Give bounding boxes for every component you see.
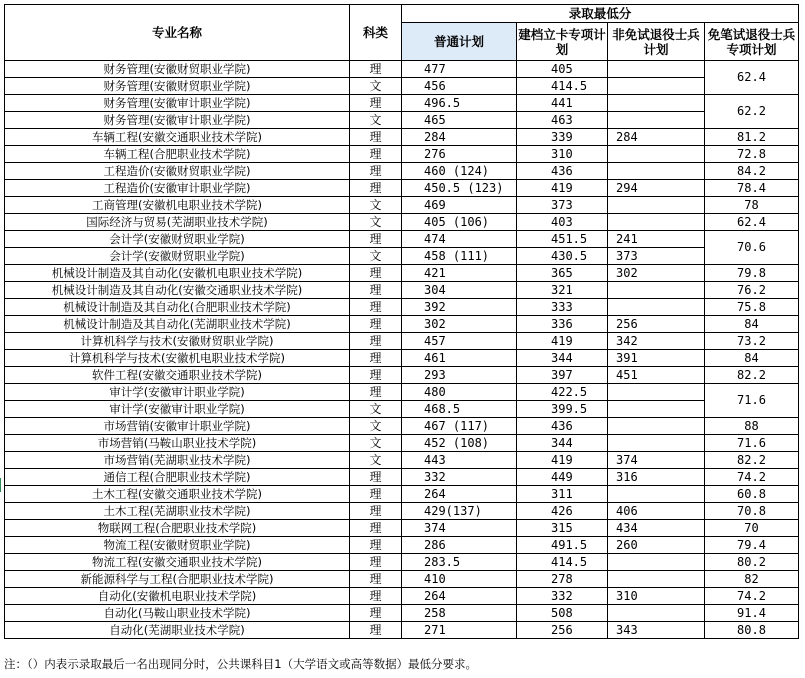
category-cell: 文	[350, 435, 402, 452]
non-exempt-veteran-score-cell: 310	[608, 588, 705, 605]
non-exempt-veteran-score-cell	[608, 61, 705, 78]
exempt-veteran-score-cell: 79.8	[705, 265, 799, 282]
major-name-cell: 车辆工程(合肥职业技术学院)	[5, 146, 350, 163]
category-cell: 理	[350, 129, 402, 146]
major-name-cell: 工程造价(安徽审计职业学院)	[5, 180, 350, 197]
major-name-cell: 工程造价(安徽财贸职业学院)	[5, 163, 350, 180]
regular-score-cell: 452 (108)	[402, 435, 517, 452]
category-cell: 理	[350, 384, 402, 401]
exempt-veteran-score-cell: 78	[705, 197, 799, 214]
regular-score-cell: 283.5	[402, 554, 517, 571]
non-exempt-veteran-score-cell: 294	[608, 180, 705, 197]
regular-score-cell: 496.5	[402, 95, 517, 112]
regular-score-cell: 450.5 (123)	[402, 180, 517, 197]
major-name-cell: 车辆工程(安徽交通职业技术学院)	[5, 129, 350, 146]
category-cell: 理	[350, 316, 402, 333]
table-row	[5, 95, 799, 112]
exempt-veteran-score-cell: 84	[705, 316, 799, 333]
category-cell: 理	[350, 265, 402, 282]
table-row	[5, 299, 799, 316]
regular-score-cell: 271	[402, 622, 517, 639]
poverty-score-cell: 419	[517, 333, 608, 350]
category-cell: 理	[350, 95, 402, 112]
category-cell: 理	[350, 367, 402, 384]
header-exempt-veteran-plan: 免笔试退役士兵专项计划	[705, 23, 799, 61]
major-name-cell: 物联网工程(合肥职业技术学院)	[5, 520, 350, 537]
regular-score-cell: 374	[402, 520, 517, 537]
poverty-score-cell: 311	[517, 486, 608, 503]
exempt-veteran-score-cell: 84.2	[705, 163, 799, 180]
poverty-score-cell: 508	[517, 605, 608, 622]
major-name-cell: 审计学(安徽审计职业学院)	[5, 401, 350, 418]
non-exempt-veteran-score-cell: 391	[608, 350, 705, 367]
table-row	[5, 350, 799, 367]
category-cell: 理	[350, 588, 402, 605]
exempt-veteran-score-cell: 91.4	[705, 605, 799, 622]
major-name-cell: 财务管理(安徽审计职业学院)	[5, 112, 350, 129]
non-exempt-veteran-score-cell: 256	[608, 316, 705, 333]
category-cell: 文	[350, 112, 402, 129]
category-cell: 理	[350, 622, 402, 639]
regular-score-cell: 456	[402, 78, 517, 95]
exempt-veteran-score-cell: 76.2	[705, 282, 799, 299]
category-cell: 理	[350, 537, 402, 554]
category-cell: 理	[350, 146, 402, 163]
table-row	[5, 78, 799, 95]
table-row	[5, 163, 799, 180]
regular-score-cell: 258	[402, 605, 517, 622]
table-row	[5, 622, 799, 639]
regular-score-cell: 421	[402, 265, 517, 282]
category-cell: 理	[350, 469, 402, 486]
exempt-veteran-score-cell: 70	[705, 520, 799, 537]
major-name-cell: 机械设计制造及其自动化(安徽交通职业技术学院)	[5, 282, 350, 299]
exempt-veteran-score-cell: 71.6	[705, 435, 799, 452]
poverty-score-cell: 419	[517, 180, 608, 197]
exempt-veteran-score-cell: 74.2	[705, 588, 799, 605]
regular-score-cell: 443	[402, 452, 517, 469]
major-name-cell: 物流工程(安徽财贸职业学院)	[5, 537, 350, 554]
table-row	[5, 537, 799, 554]
non-exempt-veteran-score-cell	[608, 282, 705, 299]
non-exempt-veteran-score-cell: 284	[608, 129, 705, 146]
score-table-sheet	[4, 4, 798, 639]
poverty-score-cell: 463	[517, 112, 608, 129]
non-exempt-veteran-score-cell	[608, 554, 705, 571]
category-cell: 文	[350, 418, 402, 435]
poverty-score-cell: 315	[517, 520, 608, 537]
poverty-score-cell: 310	[517, 146, 608, 163]
header-non-exempt-veteran-plan: 非免试退役士兵计划	[608, 23, 705, 61]
non-exempt-veteran-score-cell: 434	[608, 520, 705, 537]
poverty-score-cell: 399.5	[517, 401, 608, 418]
exempt-veteran-score-cell: 70.6	[705, 231, 799, 265]
table-row	[5, 503, 799, 520]
category-cell: 文	[350, 78, 402, 95]
category-cell: 文	[350, 401, 402, 418]
non-exempt-veteran-score-cell	[608, 299, 705, 316]
table-row	[5, 469, 799, 486]
poverty-score-cell: 449	[517, 469, 608, 486]
category-cell: 理	[350, 520, 402, 537]
regular-score-cell: 302	[402, 316, 517, 333]
poverty-score-cell: 344	[517, 435, 608, 452]
major-name-cell: 机械设计制造及其自动化(合肥职业技术学院)	[5, 299, 350, 316]
table-row	[5, 265, 799, 282]
regular-score-cell: 264	[402, 588, 517, 605]
table-row	[5, 180, 799, 197]
exempt-veteran-score-cell: 72.8	[705, 146, 799, 163]
table-row	[5, 197, 799, 214]
poverty-score-cell: 403	[517, 214, 608, 231]
exempt-veteran-score-cell: 62.4	[705, 61, 799, 95]
poverty-score-cell: 339	[517, 129, 608, 146]
category-cell: 文	[350, 197, 402, 214]
non-exempt-veteran-score-cell	[608, 163, 705, 180]
table-row	[5, 435, 799, 452]
regular-score-cell: 332	[402, 469, 517, 486]
poverty-score-cell: 426	[517, 503, 608, 520]
exempt-veteran-score-cell: 82.2	[705, 452, 799, 469]
non-exempt-veteran-score-cell: 302	[608, 265, 705, 282]
major-name-cell: 国际经济与贸易(芜湖职业技术学院)	[5, 214, 350, 231]
non-exempt-veteran-score-cell	[608, 435, 705, 452]
category-cell: 理	[350, 180, 402, 197]
category-cell: 文	[350, 214, 402, 231]
category-cell: 理	[350, 503, 402, 520]
major-name-cell: 自动化(安徽机电职业技术学院)	[5, 588, 350, 605]
major-name-cell: 财务管理(安徽财贸职业学院)	[5, 78, 350, 95]
non-exempt-veteran-score-cell: 260	[608, 537, 705, 554]
regular-score-cell: 460 (124)	[402, 163, 517, 180]
poverty-score-cell: 365	[517, 265, 608, 282]
major-name-cell: 软件工程(安徽交通职业技术学院)	[5, 367, 350, 384]
footnote: 注：（）内表示录取最后一名出现同分时，公共课科目1（大学语文或高等数据）最低分要求。	[4, 657, 478, 671]
header-poverty-plan: 建档立卡专项计划	[517, 23, 608, 61]
exempt-veteran-score-cell: 71.6	[705, 384, 799, 418]
regular-score-cell: 477	[402, 61, 517, 78]
table-row	[5, 384, 799, 401]
poverty-score-cell: 405	[517, 61, 608, 78]
category-cell: 理	[350, 231, 402, 248]
category-cell: 理	[350, 486, 402, 503]
major-name-cell: 工商管理(安徽机电职业技术学院)	[5, 197, 350, 214]
non-exempt-veteran-score-cell	[608, 214, 705, 231]
table-row	[5, 486, 799, 503]
major-name-cell: 通信工程(合肥职业技术学院)	[5, 469, 350, 486]
poverty-score-cell: 422.5	[517, 384, 608, 401]
poverty-score-cell: 451.5	[517, 231, 608, 248]
header-category: 科类	[350, 5, 402, 61]
major-name-cell: 物流工程(安徽交通职业技术学院)	[5, 554, 350, 571]
poverty-score-cell: 256	[517, 622, 608, 639]
table-row	[5, 571, 799, 588]
exempt-veteran-score-cell: 80.8	[705, 622, 799, 639]
regular-score-cell: 276	[402, 146, 517, 163]
non-exempt-veteran-score-cell	[608, 384, 705, 401]
poverty-score-cell: 414.5	[517, 554, 608, 571]
header-major: 专业名称	[5, 5, 350, 61]
regular-score-cell: 405 (106)	[402, 214, 517, 231]
regular-score-cell: 429(137)	[402, 503, 517, 520]
table-row	[5, 588, 799, 605]
exempt-veteran-score-cell: 62.4	[705, 214, 799, 231]
exempt-veteran-score-cell: 74.2	[705, 469, 799, 486]
major-name-cell: 自动化(芜湖职业技术学院)	[5, 622, 350, 639]
header-min-score-group: 录取最低分	[402, 5, 799, 23]
category-cell: 理	[350, 333, 402, 350]
poverty-score-cell: 321	[517, 282, 608, 299]
regular-score-cell: 461	[402, 350, 517, 367]
non-exempt-veteran-score-cell	[608, 605, 705, 622]
major-name-cell: 审计学(安徽审计职业学院)	[5, 384, 350, 401]
poverty-score-cell: 436	[517, 163, 608, 180]
regular-score-cell: 468.5	[402, 401, 517, 418]
category-cell: 理	[350, 571, 402, 588]
non-exempt-veteran-score-cell: 316	[608, 469, 705, 486]
major-name-cell: 新能源科学与工程(合肥职业技术学院)	[5, 571, 350, 588]
table-row	[5, 231, 799, 248]
regular-score-cell: 457	[402, 333, 517, 350]
regular-score-cell: 264	[402, 486, 517, 503]
category-cell: 理	[350, 282, 402, 299]
exempt-veteran-score-cell: 79.4	[705, 537, 799, 554]
category-cell: 理	[350, 350, 402, 367]
major-name-cell: 机械设计制造及其自动化(安徽机电职业技术学院)	[5, 265, 350, 282]
non-exempt-veteran-score-cell	[608, 197, 705, 214]
category-cell: 理	[350, 554, 402, 571]
major-name-cell: 计算机科学与技术(安徽财贸职业学院)	[5, 333, 350, 350]
exempt-veteran-score-cell: 84	[705, 350, 799, 367]
table-row	[5, 367, 799, 384]
regular-score-cell: 284	[402, 129, 517, 146]
exempt-veteran-score-cell: 82.2	[705, 367, 799, 384]
major-name-cell: 会计学(安徽财贸职业学院)	[5, 231, 350, 248]
non-exempt-veteran-score-cell: 451	[608, 367, 705, 384]
poverty-score-cell: 441	[517, 95, 608, 112]
table-row	[5, 605, 799, 622]
non-exempt-veteran-score-cell	[608, 401, 705, 418]
table-row	[5, 316, 799, 333]
poverty-score-cell: 278	[517, 571, 608, 588]
category-cell: 文	[350, 452, 402, 469]
regular-score-cell: 480	[402, 384, 517, 401]
exempt-veteran-score-cell: 70.8	[705, 503, 799, 520]
table-row	[5, 520, 799, 537]
major-name-cell: 财务管理(安徽审计职业学院)	[5, 95, 350, 112]
exempt-veteran-score-cell: 60.8	[705, 486, 799, 503]
poverty-score-cell: 430.5	[517, 248, 608, 265]
exempt-veteran-score-cell: 81.2	[705, 129, 799, 146]
regular-score-cell: 410	[402, 571, 517, 588]
regular-score-cell: 286	[402, 537, 517, 554]
category-cell: 理	[350, 605, 402, 622]
non-exempt-veteran-score-cell: 406	[608, 503, 705, 520]
regular-score-cell: 293	[402, 367, 517, 384]
regular-score-cell: 392	[402, 299, 517, 316]
poverty-score-cell: 336	[517, 316, 608, 333]
admission-score-table	[4, 4, 799, 639]
category-cell: 理	[350, 163, 402, 180]
exempt-veteran-score-cell: 80.2	[705, 554, 799, 571]
exempt-veteran-score-cell: 78.4	[705, 180, 799, 197]
non-exempt-veteran-score-cell	[608, 486, 705, 503]
non-exempt-veteran-score-cell: 373	[608, 248, 705, 265]
regular-score-cell: 458 (111)	[402, 248, 517, 265]
table-row	[5, 554, 799, 571]
table-row	[5, 452, 799, 469]
major-name-cell: 会计学(安徽财贸职业学院)	[5, 248, 350, 265]
major-name-cell: 市场营销(安徽审计职业学院)	[5, 418, 350, 435]
poverty-score-cell: 333	[517, 299, 608, 316]
poverty-score-cell: 436	[517, 418, 608, 435]
poverty-score-cell: 414.5	[517, 78, 608, 95]
non-exempt-veteran-score-cell: 342	[608, 333, 705, 350]
exempt-veteran-score-cell: 62.2	[705, 95, 799, 129]
regular-score-cell: 304	[402, 282, 517, 299]
table-row	[5, 129, 799, 146]
category-cell: 文	[350, 248, 402, 265]
table-row	[5, 214, 799, 231]
major-name-cell: 自动化(马鞍山职业技术学院)	[5, 605, 350, 622]
regular-score-cell: 465	[402, 112, 517, 129]
poverty-score-cell: 397	[517, 367, 608, 384]
table-row	[5, 418, 799, 435]
non-exempt-veteran-score-cell: 241	[608, 231, 705, 248]
non-exempt-veteran-score-cell	[608, 418, 705, 435]
table-row	[5, 401, 799, 418]
table-row	[5, 112, 799, 129]
major-name-cell: 市场营销(芜湖职业技术学院)	[5, 452, 350, 469]
non-exempt-veteran-score-cell	[608, 78, 705, 95]
table-row	[5, 282, 799, 299]
table-body	[5, 61, 799, 639]
major-name-cell: 土木工程(安徽交通职业技术学院)	[5, 486, 350, 503]
poverty-score-cell: 344	[517, 350, 608, 367]
exempt-veteran-score-cell: 73.2	[705, 333, 799, 350]
major-name-cell: 财务管理(安徽财贸职业学院)	[5, 61, 350, 78]
major-name-cell: 机械设计制造及其自动化(芜湖职业技术学院)	[5, 316, 350, 333]
non-exempt-veteran-score-cell: 343	[608, 622, 705, 639]
non-exempt-veteran-score-cell	[608, 571, 705, 588]
category-cell: 理	[350, 299, 402, 316]
regular-score-cell: 474	[402, 231, 517, 248]
header-regular-plan: 普通计划	[402, 23, 517, 61]
major-name-cell: 市场营销(马鞍山职业技术学院)	[5, 435, 350, 452]
non-exempt-veteran-score-cell: 374	[608, 452, 705, 469]
poverty-score-cell: 491.5	[517, 537, 608, 554]
exempt-veteran-score-cell: 88	[705, 418, 799, 435]
major-name-cell: 土木工程(芜湖职业技术学院)	[5, 503, 350, 520]
non-exempt-veteran-score-cell	[608, 146, 705, 163]
poverty-score-cell: 419	[517, 452, 608, 469]
table-row	[5, 248, 799, 265]
non-exempt-veteran-score-cell	[608, 95, 705, 112]
category-cell: 理	[350, 61, 402, 78]
major-name-cell: 计算机科学与技术(安徽机电职业技术学院)	[5, 350, 350, 367]
exempt-veteran-score-cell: 82	[705, 571, 799, 588]
regular-score-cell: 469	[402, 197, 517, 214]
table-row	[5, 61, 799, 78]
poverty-score-cell: 373	[517, 197, 608, 214]
poverty-score-cell: 332	[517, 588, 608, 605]
table-row	[5, 333, 799, 350]
regular-score-cell: 467 (117)	[402, 418, 517, 435]
exempt-veteran-score-cell: 75.8	[705, 299, 799, 316]
row-marker	[0, 478, 1, 492]
table-row	[5, 146, 799, 163]
non-exempt-veteran-score-cell	[608, 112, 705, 129]
